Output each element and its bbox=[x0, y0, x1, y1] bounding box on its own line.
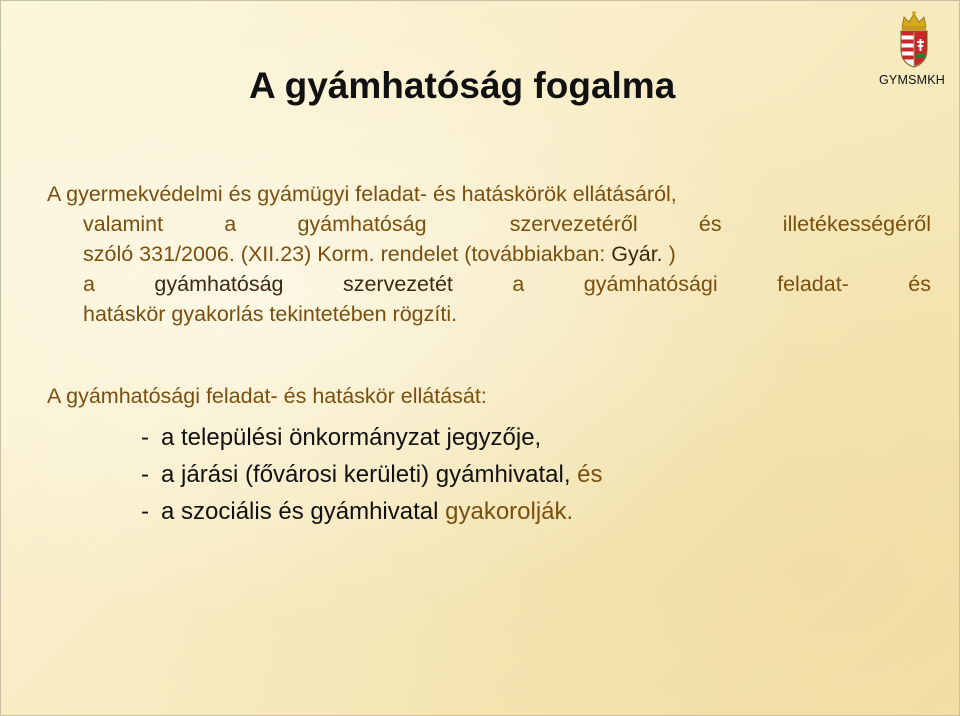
intro-line-4-word: gyámhatóság bbox=[154, 272, 284, 296]
organization-label: GYMSMKH bbox=[879, 73, 945, 87]
intro-line-4-word: szervezetét bbox=[342, 272, 453, 296]
intro-line-2-word: szervezetéről bbox=[509, 212, 638, 236]
intro-line-2-word: gyámhatóság bbox=[297, 212, 427, 236]
regulation-abbreviation: Gyár. bbox=[611, 242, 663, 266]
intro-line-2-word: a bbox=[224, 212, 237, 236]
list-dash: - bbox=[141, 498, 149, 525]
list-dash: - bbox=[141, 424, 149, 451]
intro-line-3 bbox=[83, 239, 935, 269]
intro-line-5: hatáskör gyakorlás tekintetében rögzíti. bbox=[83, 302, 458, 326]
list-item bbox=[141, 456, 603, 493]
intro-line-2-word: és bbox=[698, 212, 722, 236]
responsibility-heading: A gyámhatósági feladat- és hatáskör ellátását: bbox=[47, 384, 487, 408]
intro-line-2-word: valamint bbox=[83, 212, 164, 236]
intro-line-4-word: feladat- bbox=[777, 272, 849, 296]
list-item-tail: és bbox=[570, 461, 603, 488]
list-item bbox=[141, 493, 603, 530]
intro-line-3-text: szóló 331/2006. (XII.23) Korm. rendelet (továbbiakban: bbox=[83, 242, 612, 266]
intro-line-4-word: gyámhatósági bbox=[583, 272, 718, 296]
list-item bbox=[141, 419, 603, 456]
list-item-text: a települési önkormányzat jegyzője, bbox=[161, 424, 542, 451]
hungarian-coat-of-arms-icon bbox=[894, 9, 934, 69]
intro-line-4-word: és bbox=[908, 272, 931, 296]
page-title: A gyámhatóság fogalma bbox=[249, 65, 676, 106]
list-item-text: a szociális és gyámhivatal bbox=[161, 498, 439, 525]
intro-paragraph bbox=[47, 179, 935, 329]
list-item-tail: gyakorolják. bbox=[438, 498, 574, 525]
responsibility-list bbox=[141, 419, 603, 530]
intro-line-3-end: ) bbox=[662, 242, 676, 266]
list-item-text: a járási (fővárosi kerületi) gyámhivatal, bbox=[161, 461, 571, 488]
intro-line-2 bbox=[83, 209, 931, 239]
intro-line-4-word: a bbox=[83, 272, 95, 296]
intro-line-4-word: a bbox=[512, 272, 525, 296]
intro-line-2-word: illetékességéről bbox=[782, 212, 931, 236]
list-dash: - bbox=[141, 461, 149, 488]
intro-line-4 bbox=[83, 269, 931, 299]
intro-line-1: A gyermekvédelmi és gyámügyi feladat- és hatáskörök ellátásáról, bbox=[47, 182, 677, 206]
